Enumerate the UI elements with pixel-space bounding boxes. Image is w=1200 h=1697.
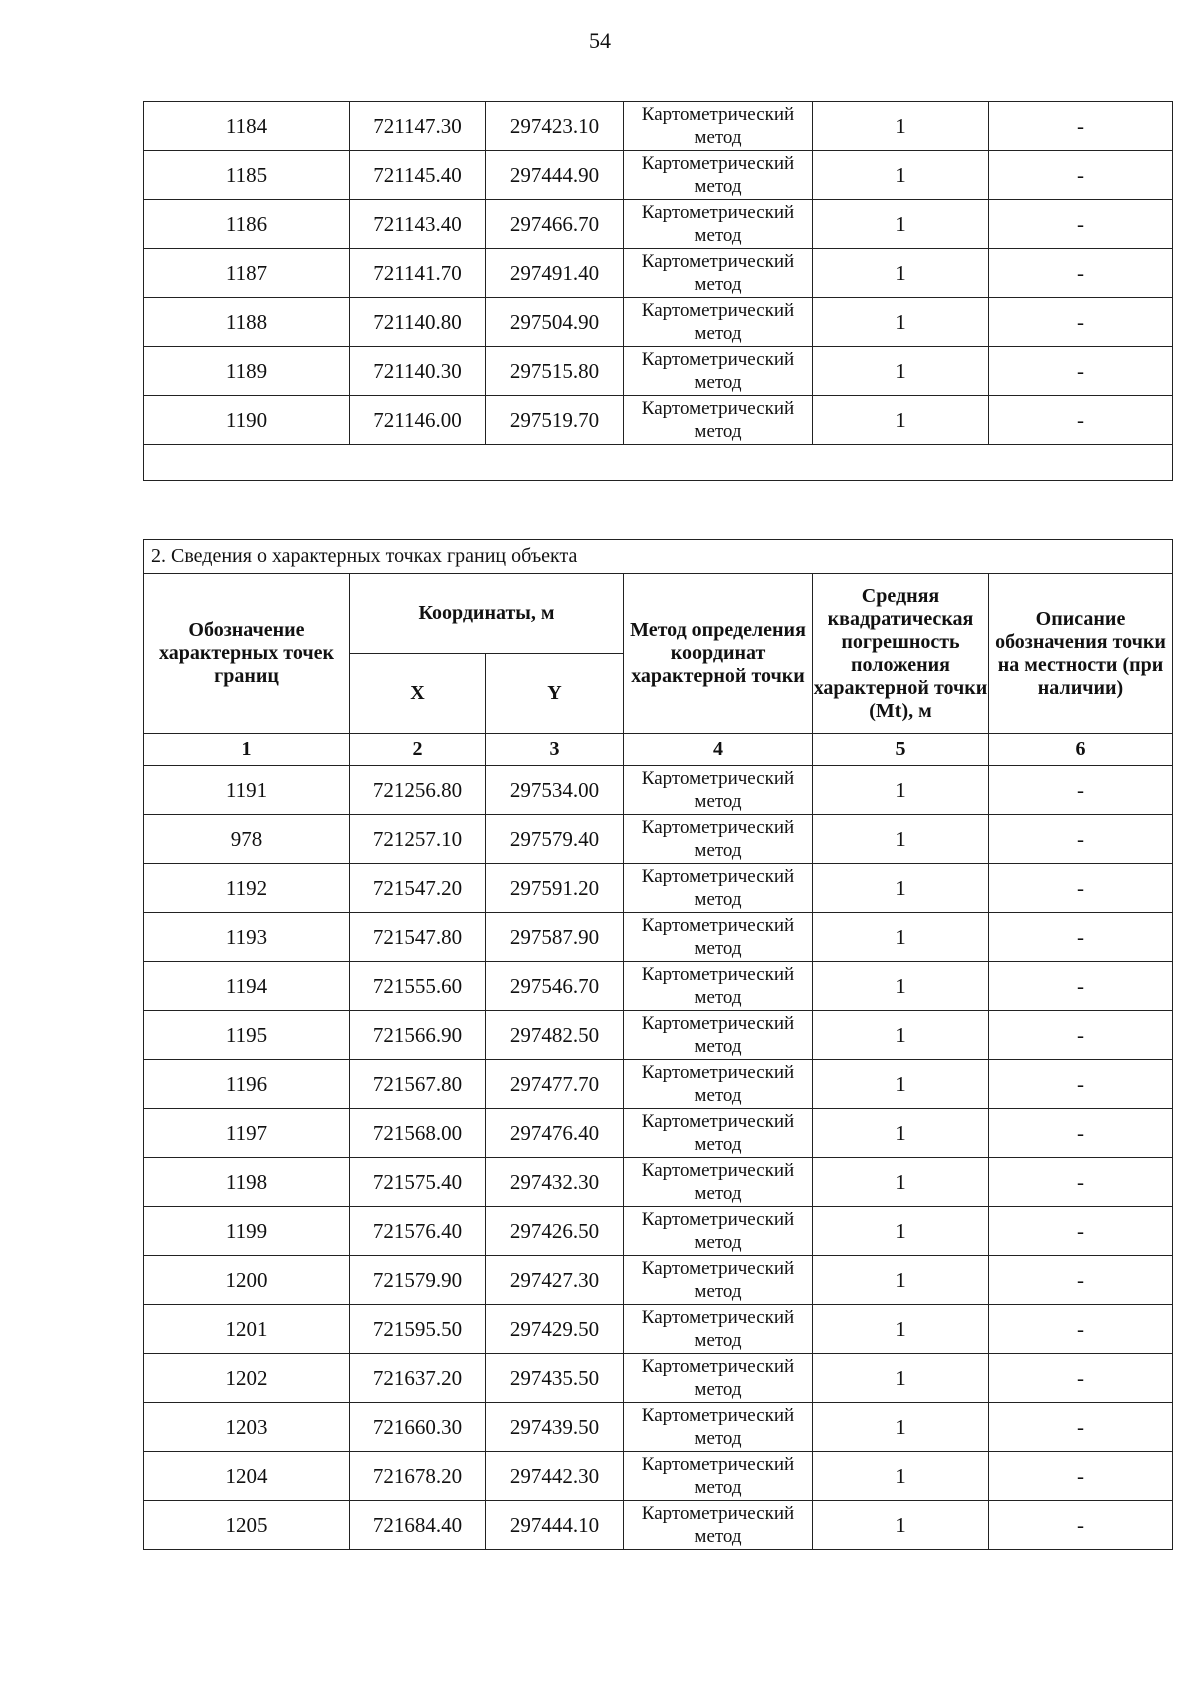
description-cell: - [989,1501,1173,1550]
table-row [144,151,1173,200]
table-row [144,1354,1173,1403]
point-id-cell: 1188 [144,298,350,347]
description-cell: - [989,962,1173,1011]
column-number: 4 [624,734,813,766]
mean-error-cell: 1 [813,347,989,396]
x-coordinate-cell: 721140.80 [350,298,486,347]
section-title: 2. Сведения о характерных точках границ объекта [144,540,1173,574]
y-coordinate-cell: 297426.50 [486,1207,624,1256]
description-cell: - [989,1354,1173,1403]
section-title-row [144,540,1173,574]
empty-cell [144,445,1173,481]
mean-error-cell: 1 [813,766,989,815]
description-cell: - [989,1158,1173,1207]
table-row [144,1501,1173,1550]
point-id-cell: 1195 [144,1011,350,1060]
method-cell: Картометрический метод [624,1452,813,1501]
point-id-cell: 1185 [144,151,350,200]
y-coordinate-cell: 297587.90 [486,913,624,962]
method-cell: Картометрический метод [624,151,813,200]
column-number: 1 [144,734,350,766]
y-coordinate-cell: 297444.10 [486,1501,624,1550]
point-id-cell: 1190 [144,396,350,445]
description-cell: - [989,913,1173,962]
description-cell: - [989,1256,1173,1305]
table-row [144,249,1173,298]
boundary-points-table [143,539,1173,1550]
x-coordinate-cell: 721595.50 [350,1305,486,1354]
point-id-cell: 1193 [144,913,350,962]
column-number-row [144,734,1173,766]
method-cell: Картометрический метод [624,1207,813,1256]
method-cell: Картометрический метод [624,1403,813,1452]
description-cell: - [989,347,1173,396]
x-coordinate-cell: 721568.00 [350,1109,486,1158]
column-number: 5 [813,734,989,766]
y-coordinate-cell: 297439.50 [486,1403,624,1452]
mean-error-cell: 1 [813,962,989,1011]
point-id-cell: 1202 [144,1354,350,1403]
header-row [144,574,1173,654]
x-coordinate-cell: 721141.70 [350,249,486,298]
x-coordinate-cell: 721547.20 [350,864,486,913]
point-id-cell: 1191 [144,766,350,815]
header-coordinates: Координаты, м [350,574,624,654]
point-id-cell: 1200 [144,1256,350,1305]
table-row [144,1403,1173,1452]
description-cell: - [989,396,1173,445]
method-cell: Картометрический метод [624,298,813,347]
mean-error-cell: 1 [813,1011,989,1060]
table-row [144,864,1173,913]
table-empty-row [144,445,1173,481]
mean-error-cell: 1 [813,1403,989,1452]
x-coordinate-cell: 721547.80 [350,913,486,962]
x-coordinate-cell: 721146.00 [350,396,486,445]
mean-error-cell: 1 [813,1452,989,1501]
method-cell: Картометрический метод [624,1354,813,1403]
y-coordinate-cell: 297591.20 [486,864,624,913]
method-cell: Картометрический метод [624,1011,813,1060]
description-cell: - [989,815,1173,864]
table-row [144,1109,1173,1158]
description-cell: - [989,1109,1173,1158]
y-coordinate-cell: 297482.50 [486,1011,624,1060]
description-cell: - [989,1011,1173,1060]
description-cell: - [989,1403,1173,1452]
x-coordinate-cell: 721576.40 [350,1207,486,1256]
y-coordinate-cell: 297515.80 [486,347,624,396]
method-cell: Картометрический метод [624,962,813,1011]
table-row [144,1207,1173,1256]
header-description: Описание обозначения точки на местности (при наличии) [989,574,1173,734]
table-row [144,347,1173,396]
table-row [144,962,1173,1011]
coordinates-table-continued [143,101,1173,481]
point-id-cell: 1199 [144,1207,350,1256]
y-coordinate-cell: 297429.50 [486,1305,624,1354]
x-coordinate-cell: 721660.30 [350,1403,486,1452]
description-cell: - [989,249,1173,298]
y-coordinate-cell: 297444.90 [486,151,624,200]
y-coordinate-cell: 297476.40 [486,1109,624,1158]
point-id-cell: 1201 [144,1305,350,1354]
point-id-cell: 1192 [144,864,350,913]
method-cell: Картометрический метод [624,396,813,445]
x-coordinate-cell: 721575.40 [350,1158,486,1207]
y-coordinate-cell: 297423.10 [486,102,624,151]
description-cell: - [989,766,1173,815]
description-cell: - [989,151,1173,200]
method-cell: Картометрический метод [624,913,813,962]
table-row [144,766,1173,815]
header-x: X [350,654,486,734]
point-id-cell: 1198 [144,1158,350,1207]
method-cell: Картометрический метод [624,1158,813,1207]
method-cell: Картометрический метод [624,1060,813,1109]
mean-error-cell: 1 [813,913,989,962]
y-coordinate-cell: 297504.90 [486,298,624,347]
mean-error-cell: 1 [813,1305,989,1354]
mean-error-cell: 1 [813,102,989,151]
mean-error-cell: 1 [813,815,989,864]
x-coordinate-cell: 721555.60 [350,962,486,1011]
mean-error-cell: 1 [813,1207,989,1256]
mean-error-cell: 1 [813,1060,989,1109]
x-coordinate-cell: 721140.30 [350,347,486,396]
y-coordinate-cell: 297546.70 [486,962,624,1011]
page-number: 54 [589,28,611,53]
y-coordinate-cell: 297432.30 [486,1158,624,1207]
point-id-cell: 1203 [144,1403,350,1452]
point-id-cell: 1204 [144,1452,350,1501]
mean-error-cell: 1 [813,1256,989,1305]
point-id-cell: 1196 [144,1060,350,1109]
table-body [144,102,1173,445]
mean-error-cell: 1 [813,864,989,913]
x-coordinate-cell: 721256.80 [350,766,486,815]
description-cell: - [989,1305,1173,1354]
x-coordinate-cell: 721143.40 [350,200,486,249]
description-cell: - [989,200,1173,249]
description-cell: - [989,1452,1173,1501]
mean-error-cell: 1 [813,151,989,200]
method-cell: Картометрический метод [624,347,813,396]
description-cell: - [989,1060,1173,1109]
method-cell: Картометрический метод [624,1305,813,1354]
mean-error-cell: 1 [813,396,989,445]
mean-error-cell: 1 [813,1354,989,1403]
table-row [144,396,1173,445]
header-mean-error: Средняя квадратическая погрешность положения характерной точки (Mt), м [813,574,989,734]
column-number: 2 [350,734,486,766]
table-row [144,815,1173,864]
column-number: 6 [989,734,1173,766]
method-cell: Картометрический метод [624,102,813,151]
method-cell: Картометрический метод [624,1501,813,1550]
y-coordinate-cell: 297442.30 [486,1452,624,1501]
table-row [144,102,1173,151]
y-coordinate-cell: 297579.40 [486,815,624,864]
description-cell: - [989,102,1173,151]
method-cell: Картометрический метод [624,200,813,249]
method-cell: Картометрический метод [624,864,813,913]
x-coordinate-cell: 721579.90 [350,1256,486,1305]
method-cell: Картометрический метод [624,1256,813,1305]
point-id-cell: 1184 [144,102,350,151]
table-row [144,1256,1173,1305]
y-coordinate-cell: 297491.40 [486,249,624,298]
method-cell: Картометрический метод [624,1109,813,1158]
y-coordinate-cell: 297427.30 [486,1256,624,1305]
x-coordinate-cell: 721145.40 [350,151,486,200]
table-row [144,200,1173,249]
description-cell: - [989,1207,1173,1256]
method-cell: Картометрический метод [624,766,813,815]
x-coordinate-cell: 721257.10 [350,815,486,864]
point-id-cell: 1189 [144,347,350,396]
table-row [144,1158,1173,1207]
mean-error-cell: 1 [813,200,989,249]
point-id-cell: 1205 [144,1501,350,1550]
table-row [144,298,1173,347]
x-coordinate-cell: 721678.20 [350,1452,486,1501]
y-coordinate-cell: 297435.50 [486,1354,624,1403]
y-coordinate-cell: 297519.70 [486,396,624,445]
table-body [144,766,1173,1550]
method-cell: Картометрический метод [624,249,813,298]
point-id-cell: 1186 [144,200,350,249]
mean-error-cell: 1 [813,298,989,347]
header-method: Метод определения координат характерной точки [624,574,813,734]
description-cell: - [989,298,1173,347]
x-coordinate-cell: 721566.90 [350,1011,486,1060]
x-coordinate-cell: 721637.20 [350,1354,486,1403]
point-id-cell: 1197 [144,1109,350,1158]
column-number: 3 [486,734,624,766]
point-id-cell: 1194 [144,962,350,1011]
table-row [144,1305,1173,1354]
x-coordinate-cell: 721567.80 [350,1060,486,1109]
description-cell: - [989,864,1173,913]
mean-error-cell: 1 [813,1109,989,1158]
point-id-cell: 1187 [144,249,350,298]
header-designation: Обозначение характерных точек границ [144,574,350,734]
table-row [144,1060,1173,1109]
y-coordinate-cell: 297534.00 [486,766,624,815]
method-cell: Картометрический метод [624,815,813,864]
point-id-cell: 978 [144,815,350,864]
mean-error-cell: 1 [813,1501,989,1550]
y-coordinate-cell: 297466.70 [486,200,624,249]
y-coordinate-cell: 297477.70 [486,1060,624,1109]
table-row [144,1452,1173,1501]
table-row [144,1011,1173,1060]
table-row [144,913,1173,962]
x-coordinate-cell: 721147.30 [350,102,486,151]
mean-error-cell: 1 [813,1158,989,1207]
mean-error-cell: 1 [813,249,989,298]
x-coordinate-cell: 721684.40 [350,1501,486,1550]
header-y: Y [486,654,624,734]
